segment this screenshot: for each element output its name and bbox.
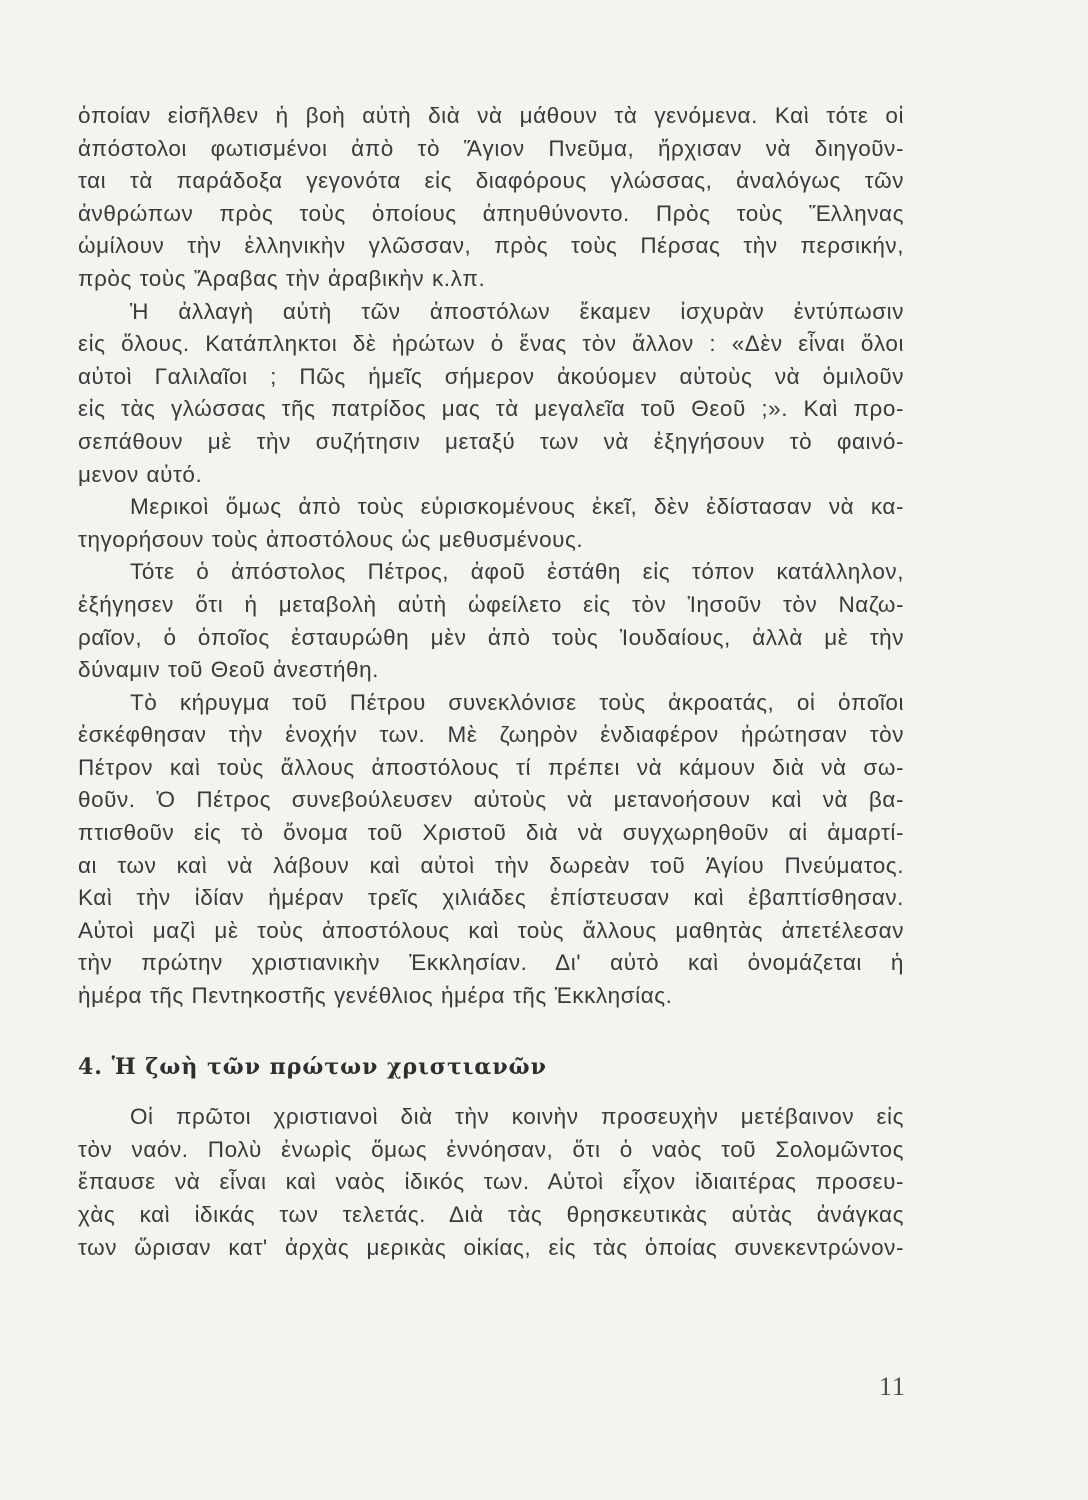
text-line: τὴν πρώτην χριστιανικὴν Ἐκκλησίαν. Δι' αὐτὸ καὶ ὀνομάζεται ἡ xyxy=(78,950,904,976)
text-line: Αὐτοὶ μαζὶ μὲ τοὺς ἀποστόλους καὶ τοὺς ἄλλους μαθητὰς ἀπετέλεσαν xyxy=(78,917,904,943)
text-line: Μερικοὶ ὅμως ἀπὸ τοὺς εὑρισκομένους ἐκεῖ, δὲν ἐδίστασαν νὰ κα- xyxy=(130,494,904,520)
body-text xyxy=(78,100,904,1264)
text-line: τηγορήσουν τοὺς ἀποστόλους ὡς μεθυσμένους. xyxy=(78,526,584,552)
paragraph-accusation xyxy=(78,491,904,556)
text-line: ἀπόστολοι φωτισμένοι ἀπὸ τὸ Ἅγιον Πνεῦμα, ἤρχισαν νὰ διηγοῦν- xyxy=(78,135,904,161)
paragraph-first-christians xyxy=(78,1101,904,1264)
text-line: πτισθοῦν εἰς τὸ ὄνομα τοῦ Χριστοῦ διὰ νὰ συγχωρηθοῦν αἱ ἁμαρτί- xyxy=(78,820,904,846)
text-line: χὰς καὶ ἰδικάς των τελετάς. Διὰ τὰς θρησκευτικὰς αὐτὰς ἀνάγκας xyxy=(78,1202,904,1227)
section-heading: 4. Ἡ ζωὴ τῶν πρώτων χριστιανῶν xyxy=(78,1053,547,1080)
text-line: ἐξήγησεν ὅτι ἡ μεταβολὴ αὐτὴ ὠφείλετο εἰς τὸν Ἰησοῦν τὸν Ναζω- xyxy=(78,591,904,617)
text-line: Ἡ ἀλλαγὴ αὐτὴ τῶν ἀποστόλων ἔκαμεν ἰσχυρὰν ἐντύπωσιν xyxy=(130,298,904,324)
page-number: 11 xyxy=(878,1372,906,1401)
section-gap xyxy=(78,1013,904,1051)
text-line: ὁποίαν εἰσῆλθεν ἡ βοὴ αὐτὴ διὰ νὰ μάθουν τὰ γενόμενα. Καὶ τότε οἱ xyxy=(78,103,904,128)
text-line: Οἱ πρῶτοι χριστιανοὶ διὰ τὴν κοινὴν προσευχὴν μετέβαινον εἰς xyxy=(130,1104,904,1130)
paragraph-peter-explains xyxy=(78,556,904,686)
text-line: αι των καὶ νὰ λάβουν καὶ αὐτοὶ τὴν δωρεὰν τοῦ Ἁγίου Πνεύματος. xyxy=(78,852,904,878)
text-line: μενον αὐτό. xyxy=(78,461,203,487)
text-line: ἔπαυσε νὰ εἶναι καὶ ναὸς ἰδικός των. Αὐτοὶ εἶχον ἰδιαιτέρας προσευ- xyxy=(78,1169,904,1195)
text-line: πρὸς τοὺς Ἄραβας τὴν ἀραβικὴν κ.λπ. xyxy=(78,265,486,291)
text-line: Καὶ τὴν ἰδίαν ἡμέραν τρεῖς χιλιάδες ἐπίστευσαν καὶ ἐβαπτίσθησαν. xyxy=(78,885,904,911)
paragraph-impression xyxy=(78,296,904,492)
text-line: τὸν ναόν. Πολὺ ἐνωρὶς ὅμως ἐννόησαν, ὅτι ὁ ναὸς τοῦ Σολομῶντος xyxy=(78,1136,904,1162)
heading-gap xyxy=(78,1083,904,1101)
text-line: ἡμέρα τῆς Πεντηκοστῆς γενέθλιος ἡμέρα τῆς Ἐκκλησίας. xyxy=(78,983,673,1009)
text-line: εἰς τὰς γλώσσας τῆς πατρίδος μας τὰ μεγαλεῖα τοῦ Θεοῦ ;». Καὶ προ- xyxy=(78,396,904,422)
text-line: ἀνθρώπων πρὸς τοὺς ὁποίους ἀπηυθύνοντο. Πρὸς τοὺς Ἕλληνας xyxy=(78,200,904,226)
text-line: Τὸ κήρυγμα τοῦ Πέτρου συνεκλόνισε τοὺς ἀκροατάς, οἱ ὁποῖοι xyxy=(130,689,904,715)
text-line: θοῦν. Ὁ Πέτρος συνεβούλευσεν αὐτοὺς νὰ μετανοήσουν καὶ νὰ βα- xyxy=(78,787,904,813)
text-line: αὐτοὶ Γαλιλαῖοι ; Πῶς ἡμεῖς σήμερον ἀκούομεν αὐτοὺς νὰ ὁμιλοῦν xyxy=(78,363,904,389)
text-line: εἰς ὅλους. Κατάπληκτοι δὲ ἠρώτων ὁ ἕνας τὸν ἄλλον : «Δὲν εἶναι ὅλοι xyxy=(78,331,904,357)
text-line: ἐσκέφθησαν τὴν ἐνοχήν των. Μὲ ζωηρὸν ἐνδιαφέρον ἠρώτησαν τὸν xyxy=(78,722,904,748)
text-line: Τότε ὁ ἀπόστολος Πέτρος, ἀφοῦ ἐστάθη εἰς τόπον κατάλληλον, xyxy=(130,559,904,585)
paragraph-apostles-speak xyxy=(78,100,904,296)
text-line: ται τὰ παράδοξα γεγονότα εἰς διαφόρους γλώσσας, ἀναλόγως τῶν xyxy=(78,168,904,194)
text-line: ὡμίλουν τὴν ἑλληνικὴν γλῶσσαν, πρὸς τοὺς Πέρσας τὴν περσικήν, xyxy=(78,233,904,259)
text-line: ραῖον, ὁ ὁποῖος ἐσταυρώθη μὲν ἀπὸ τοὺς Ἰουδαίους, ἀλλὰ μὲ τὴν xyxy=(78,624,904,650)
text-line: σεπάθουν μὲ τὴν συζήτησιν μεταξύ των νὰ ἐξηγήσουν τὸ φαινό- xyxy=(78,428,904,454)
text-line: των ὥρισαν κατ' ἀρχὰς μερικὰς οἰκίας, εἰς τὰς ὁποίας συνεκεντρώνον- xyxy=(78,1234,904,1260)
paragraph-sermon xyxy=(78,687,904,1013)
text-line: Πέτρον καὶ τοὺς ἄλλους ἀποστόλους τί πρέπει νὰ κάμουν διὰ νὰ σω- xyxy=(78,754,904,780)
text-line: δύναμιν τοῦ Θεοῦ ἀνεστήθη. xyxy=(78,657,379,683)
